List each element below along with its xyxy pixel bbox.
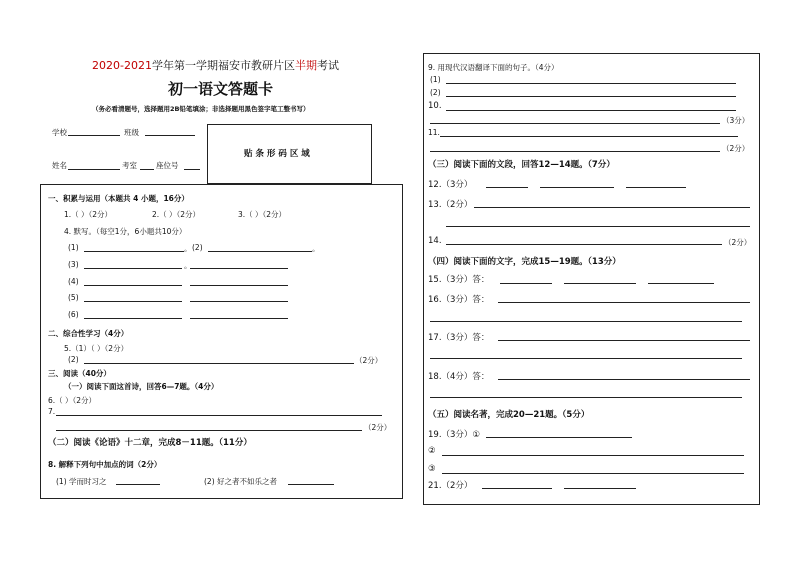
dictation-6-label: (6) <box>68 310 79 319</box>
q15-label: 15.（3分）答： <box>428 275 490 285</box>
section2-title: 二、综合性学习（4分） <box>48 329 129 338</box>
q10-label: 10. <box>428 101 442 111</box>
exam-title <box>92 57 339 73</box>
reading3-title: （三）阅读下面的文段，回答12—14题。（7分） <box>428 160 615 170</box>
q13-line-1[interactable] <box>474 207 750 208</box>
barcode-label: 贴 条 形 码 区 域 <box>244 149 310 159</box>
page-title: 初一语文答题卡 <box>168 80 274 98</box>
class-field[interactable] <box>145 135 195 136</box>
q18-line-2[interactable] <box>430 397 742 398</box>
q7-points: （2分） <box>364 423 392 432</box>
dictation-5-label: (5) <box>68 293 79 302</box>
q14-field[interactable] <box>446 244 722 245</box>
name-label: 姓名 <box>52 161 67 170</box>
q10-line-2[interactable] <box>430 123 720 124</box>
q19-field-1[interactable] <box>486 437 632 438</box>
q17-line-1[interactable] <box>498 340 750 341</box>
dictation-6b-field[interactable] <box>190 318 288 319</box>
seat-field[interactable] <box>184 169 200 170</box>
q15-field-2[interactable] <box>564 283 636 284</box>
q5b-field[interactable] <box>84 363 354 364</box>
q19b-label: ② <box>428 446 436 456</box>
school-field[interactable] <box>68 135 120 136</box>
q9a-label: (1) <box>430 75 441 84</box>
q5b-label: (2) <box>68 355 79 364</box>
q1-choice[interactable]: 1.（ ）（2分） <box>64 210 113 219</box>
dictation-3-dot: 。 <box>184 261 192 270</box>
q15-field-1[interactable] <box>500 283 552 284</box>
exam-year: 2020-2021 <box>92 59 152 72</box>
q6-choice[interactable]: 6.（ ）（2分） <box>48 396 97 405</box>
exam-room-label: 考室 <box>122 161 137 170</box>
reading2-title: （二）阅读《论语》十二章，完成8－11题。（11分） <box>48 438 252 448</box>
q8a-label: (1) 学而时习之 <box>56 477 107 486</box>
q8-heading: 8. 解释下列句中加点的词（2分） <box>48 460 162 469</box>
q5-choice[interactable]: 5.（1）（ ）（2分） <box>64 344 129 353</box>
dictation-2-label: (2) <box>192 243 203 252</box>
q13-line-2[interactable] <box>446 226 750 227</box>
exam-title-mid: 学年第一学期福安市教研片区 <box>151 59 295 72</box>
q10-points: （3分） <box>722 116 750 125</box>
q16-line-1[interactable] <box>498 302 750 303</box>
dictation-5a-field[interactable] <box>84 301 182 302</box>
dictation-3a-field[interactable] <box>84 268 182 269</box>
dictation-1b-field[interactable] <box>208 251 312 252</box>
q7-label: 7. <box>48 407 56 416</box>
dictation-2-dot: 。 <box>312 244 320 253</box>
q17-label: 17.（3分）答： <box>428 333 490 343</box>
q19c-label: ③ <box>428 464 436 474</box>
section1-title: 一、积累与运用（本题共 4 小题，16分） <box>48 194 189 203</box>
q12-field-3[interactable] <box>626 187 686 188</box>
exam-title-end: 考试 <box>316 59 339 72</box>
q16-label: 16.（3分）答： <box>428 295 490 305</box>
dictation-1-label: (1) <box>68 243 79 252</box>
dictation-4b-field[interactable] <box>190 285 288 286</box>
dictation-6a-field[interactable] <box>84 318 182 319</box>
dictation-3-label: (3) <box>68 260 79 269</box>
q11-line-2[interactable] <box>430 151 720 152</box>
q9a-field[interactable] <box>446 83 736 84</box>
q9-heading: 9. 用现代汉语翻译下面的句子。（4分） <box>428 63 559 72</box>
q8b-label: (2) 好之者不如乐之者 <box>204 477 278 486</box>
notice-text: （务必看清题号，选择题用2B铅笔填涂；非选择题用黑色签字笔工整书写） <box>92 105 310 113</box>
q13-label: 13.（2分） <box>428 200 473 210</box>
q19-field-2[interactable] <box>442 455 744 456</box>
q2-choice[interactable]: 2.（ ）（2分） <box>152 210 201 219</box>
reading4-title: （四）阅读下面的文字，完成15—19题。（13分） <box>428 257 621 267</box>
q11-points: （2分） <box>722 144 750 153</box>
q14-label: 14. <box>428 236 442 246</box>
name-field[interactable] <box>68 169 120 170</box>
q9b-label: (2) <box>430 88 441 97</box>
dictation-4-label: (4) <box>68 277 79 286</box>
dictation-4a-field[interactable] <box>84 285 182 286</box>
q7-line-1[interactable] <box>56 415 382 416</box>
class-label: 班级 <box>124 128 139 137</box>
q9b-field[interactable] <box>446 96 736 97</box>
q11-line-1[interactable] <box>440 136 738 137</box>
q18-line-1[interactable] <box>498 379 750 380</box>
q17-line-2[interactable] <box>430 358 742 359</box>
q12-label: 12.（3分） <box>428 180 473 190</box>
q12-field-2[interactable] <box>540 187 614 188</box>
section3-title: 三、阅读（40分） <box>48 369 111 378</box>
dictation-3b-field[interactable] <box>190 268 288 269</box>
q19-label: 19.（3分）① <box>428 430 481 440</box>
q21-label: 21.（2分） <box>428 481 473 491</box>
dictation-1a-field[interactable] <box>84 251 184 252</box>
dictation-5b-field[interactable] <box>190 301 288 302</box>
q18-label: 18.（4分）答： <box>428 372 490 382</box>
exam-room-field[interactable] <box>140 169 154 170</box>
q5b-points: （2分） <box>355 356 383 365</box>
reading1-title: （一）阅读下面这首诗，回答6—7题。（4分） <box>64 382 219 391</box>
q21-field-1[interactable] <box>482 488 552 489</box>
q4-heading: 4. 默写。（每空1分，6小题共10分） <box>64 227 187 236</box>
q19-field-3[interactable] <box>442 473 744 474</box>
school-label: 学校 <box>52 128 67 137</box>
q10-line-1[interactable] <box>446 110 736 111</box>
q16-line-2[interactable] <box>430 321 742 322</box>
q14-points: （2分） <box>724 238 752 247</box>
q12-field-1[interactable] <box>486 187 528 188</box>
q8a-field[interactable] <box>116 484 160 485</box>
dictation-1-dot: 。 <box>184 244 192 253</box>
q11-label: 11. <box>428 128 440 137</box>
q3-choice[interactable]: 3.（ ）（2分） <box>238 210 287 219</box>
reading5-title: （五）阅读名著，完成20—21题。（5分） <box>428 410 590 420</box>
q15-field-3[interactable] <box>648 283 714 284</box>
seat-label: 座位号 <box>156 161 179 170</box>
q8b-field[interactable] <box>288 484 334 485</box>
q7-line-2[interactable] <box>56 430 362 431</box>
q21-field-2[interactable] <box>564 488 636 489</box>
exam-title-red: 半期 <box>294 59 317 72</box>
